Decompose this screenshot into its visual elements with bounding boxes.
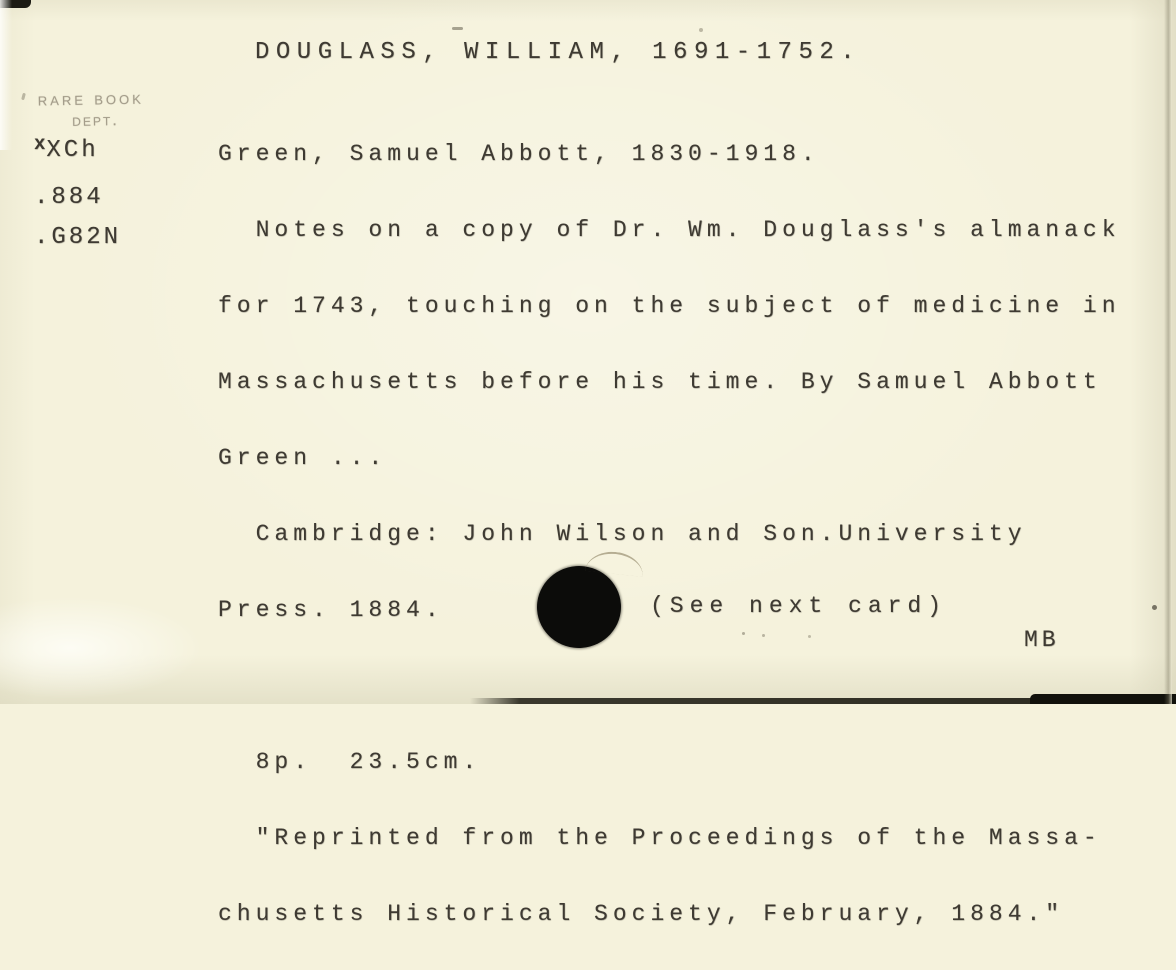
body-line: Massachusetts before his time. By Samuel Abbott [218,369,1102,395]
body-line: for 1743, touching on the subject of medicine in [218,293,1121,319]
ink-speck [699,28,703,32]
body-line: 8p. 23.5cm. [218,749,482,775]
body-line: Notes on a copy of Dr. Wm. Douglass's almanack [218,217,1121,243]
bottom-edge-shadow-right [1030,694,1176,704]
body-line: Green ... [218,445,388,471]
see-next-card-note: (See next card) [650,593,948,619]
right-edge-crease [1164,0,1172,704]
call-number-line-1 [34,133,99,166]
ink-speck [1152,605,1157,610]
call-number-line-3: .G82N [34,224,122,251]
ink-speck [452,27,463,30]
body-line: Green, Samuel Abbott, 1830-1918. [218,141,820,167]
body-line: Press. 1884. [218,597,444,623]
body-line: "Reprinted from the Proceedings of the Massa- [218,825,1102,851]
call-number-prefix: x [34,133,49,155]
heading-author-line: DOUGLASS, WILLIAM, 1691-1752. [255,39,862,66]
ink-speck [21,93,26,101]
call-number-line-2: .884 [34,184,104,211]
stamp-line-2: dept. [72,110,120,130]
call-number-class: XCh [46,137,99,164]
ink-speck [762,634,765,637]
stamp-line-1: rare book [37,87,144,111]
body-line: chusetts Historical Society, February, 1884." [218,901,1065,927]
card-body [218,98,1121,970]
rare-book-dept-stamp [38,87,209,132]
cataloger-initials: MB [1024,627,1060,653]
ink-speck [808,635,811,638]
scan-edge-highlight [0,0,12,150]
ink-speck [742,632,745,635]
whiteout-blob [0,598,200,698]
body-line: Cambridge: John Wilson and Son.University [218,521,1027,547]
